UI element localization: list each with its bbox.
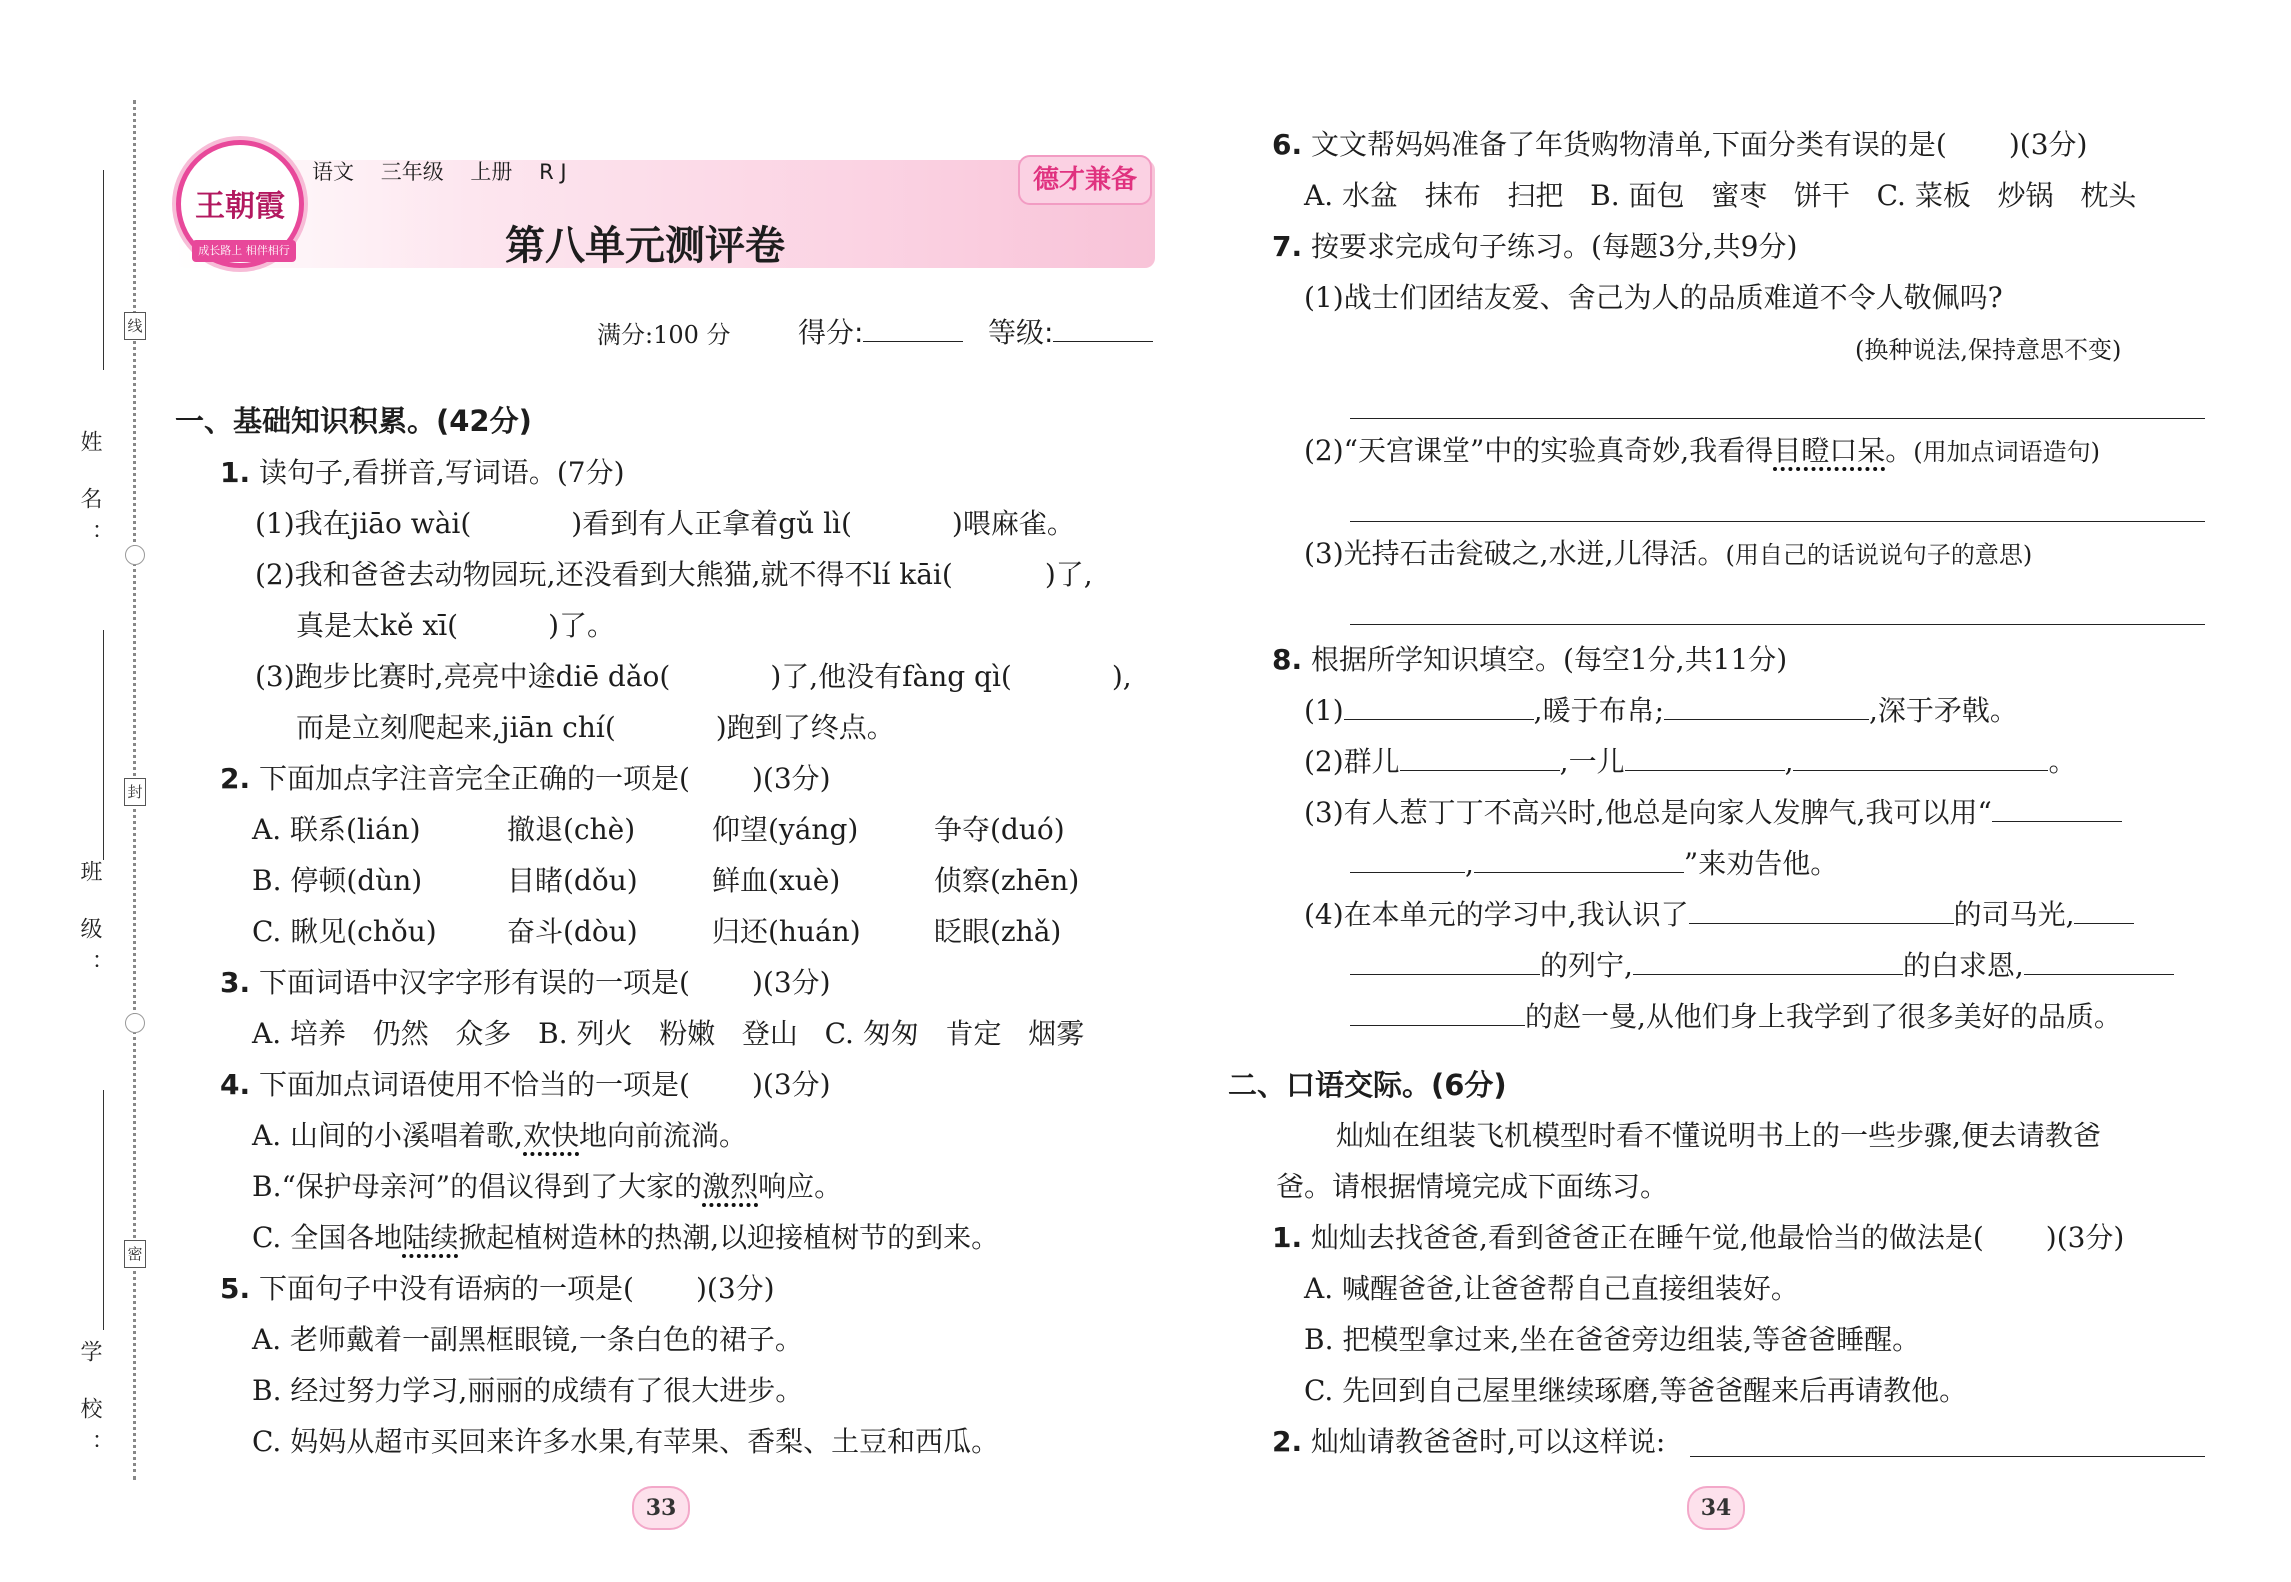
q5-option-b: B. 经过努力学习,丽丽的成绩有了很大进步。 — [252, 1374, 804, 1407]
grade-field — [988, 314, 1153, 352]
q8-blank[interactable] — [1344, 693, 1534, 720]
section-2-heading: 二、口语交际。(6分) — [1228, 1068, 1507, 1102]
q8-l2-text: , — [1784, 745, 1794, 778]
q7-stem — [1272, 228, 1797, 266]
q1-line-2 — [255, 556, 1093, 594]
q4-option-b — [252, 1168, 842, 1206]
q1-l1-text: (1)我在jiāo wài( — [255, 507, 472, 540]
q8-number: 8. — [1272, 643, 1303, 676]
q1-l3-text: 真是太kě xī( — [296, 609, 459, 642]
q2-stem — [220, 760, 831, 798]
q3-options: A. 培养 仍然 众多 B. 列火 粉嫩 登山 C. 匆匆 肯定 烟雾 — [252, 1017, 1085, 1050]
q8-blank[interactable] — [1350, 999, 1525, 1026]
page-number-left: 33 — [632, 1486, 690, 1530]
q1-l1-text: )喂麻雀。 — [951, 507, 1075, 540]
page-number-right: 34 — [1687, 1486, 1745, 1530]
q6-text: 文文帮妈妈准备了年货购物清单,下面分类有误的是( — [1311, 128, 1947, 161]
q8-l5-text: 的司马光, — [1953, 898, 2075, 931]
q7-number: 7. — [1272, 230, 1303, 263]
q2-option-c — [252, 913, 1061, 951]
q2-option-a — [252, 811, 1065, 849]
oral-q2-text: 灿灿请教爸爸时,可以这样说: — [1311, 1425, 1666, 1458]
section-1-heading: 一、基础知识积累。(42分) — [175, 404, 532, 438]
q8-blank[interactable] — [1350, 846, 1465, 873]
q2-c-2: 奋斗(dòu) — [507, 915, 638, 948]
q6-number: 6. — [1272, 128, 1303, 161]
q1-l4-text: )了,他没有fàng qì( — [770, 660, 1012, 693]
q2-b-4: 侦察(zhēn) — [934, 864, 1080, 897]
q8-l1-text: (1) — [1304, 694, 1344, 727]
oral-intro-1: 灿灿在组装飞机模型时看不懂说明书上的一些步骤,便去请教爸 — [1336, 1119, 2101, 1152]
q8-l4-text: ”来劝告他。 — [1683, 847, 1839, 880]
q8-stem — [1272, 641, 1787, 679]
oral-q2-stem — [1272, 1423, 1665, 1461]
binding-hole-icon — [125, 1013, 145, 1033]
q7-s1-instruction: (换种说法,保持意思不变) — [1855, 336, 2122, 364]
q1-l5-text: 而是立刻爬起来,jiān chí( — [296, 711, 616, 744]
q8-blank[interactable] — [1350, 948, 1540, 975]
class-write-line — [103, 630, 104, 860]
school-label: 学 校： — [77, 1340, 102, 1469]
oral-q1-text: 灿灿去找爸爸,看到爸爸正在睡午觉,他最恰当的做法是( — [1311, 1221, 1984, 1254]
q8-l3-text: (3)有人惹丁丁不高兴时,他总是向家人发脾气,我可以用“ — [1304, 796, 1992, 829]
q2-text: 下面加点字注音完全正确的一项是( — [259, 762, 690, 795]
q2-option-b — [252, 862, 1079, 900]
grade-blank[interactable] — [1053, 315, 1153, 342]
q8-l4-text: , — [1465, 847, 1474, 880]
binding-hole-icon — [125, 545, 145, 565]
q7-s2-text: 。 — [1885, 434, 1914, 467]
q5-score: )(3分) — [695, 1272, 775, 1305]
q8-l6-text: 的列宁, — [1540, 949, 1633, 982]
page-title: 第八单元测评卷 — [505, 223, 785, 269]
q7-s2-instruction: (用加点词语造句) — [1913, 438, 2100, 466]
q4-b-text: B.“保护母亲河”的倡议得到了大家的 — [252, 1170, 703, 1203]
seal-mi-box: 密 — [124, 1240, 146, 1268]
q1-line-4 — [255, 658, 1132, 696]
grade-label: 等级: — [988, 316, 1054, 349]
q8-line-3 — [1304, 794, 2122, 832]
q7-sentence-3 — [1304, 535, 2032, 574]
oral-q2-answer-line[interactable] — [1690, 1456, 2205, 1457]
q2-c-1: C. 瞅见(chǒu) — [252, 915, 437, 948]
q1-line-5 — [296, 709, 895, 747]
q3-text: 下面词语中汉字字形有误的一项是( — [259, 966, 690, 999]
q5-stem — [220, 1270, 775, 1308]
q8-line-1 — [1304, 692, 2018, 730]
q8-line-2 — [1304, 743, 2077, 781]
q8-blank[interactable] — [1793, 744, 2048, 771]
oral-q1-score: )(3分) — [2045, 1221, 2125, 1254]
q2-b-2: 目睹(dǒu) — [507, 864, 638, 897]
q7-sentence-1: (1)战士们团结友爱、舍己为人的品质难道不令人敬佩吗? — [1304, 281, 2003, 314]
q1-l2-text: (2)我和爸爸去动物园玩,还没看到大熊猫,就不得不lí kāi( — [255, 558, 953, 591]
oral-q1-option-c: C. 先回到自己屋里继续琢磨,等爸爸醒来后再请教他。 — [1304, 1374, 1968, 1407]
q4-number: 4. — [220, 1068, 251, 1101]
q3-stem — [220, 964, 831, 1002]
q5-option-c: C. 妈妈从超市买回来许多水果,有苹果、香梨、土豆和西瓜。 — [252, 1425, 1000, 1458]
q2-a-1: A. 联系(lián) — [252, 813, 421, 846]
seal-feng-box: 封 — [124, 778, 146, 806]
q8-blank[interactable] — [1625, 744, 1785, 771]
oral-q2-number: 2. — [1272, 1425, 1303, 1458]
q4-c-dotted: 陆续 — [402, 1221, 458, 1258]
q1-l1-text: )看到有人正拿着gǔ lì( — [571, 507, 852, 540]
q2-a-3: 仰望(yáng) — [712, 813, 859, 846]
q5-text: 下面句子中没有语病的一项是( — [259, 1272, 634, 1305]
oral-q1-stem — [1272, 1219, 2124, 1257]
q8-line-5 — [1304, 896, 2134, 934]
q2-number: 2. — [220, 762, 251, 795]
q4-stem — [220, 1066, 831, 1104]
q4-option-a — [252, 1117, 747, 1155]
q4-score: )(3分) — [751, 1068, 831, 1101]
q1-text: 读句子,看拼音,写词语。(7分) — [259, 456, 625, 489]
oral-q1-number: 1. — [1272, 1221, 1303, 1254]
q8-blank[interactable] — [2074, 897, 2134, 924]
q8-blank[interactable] — [1400, 744, 1560, 771]
q8-blank[interactable] — [1633, 948, 1903, 975]
q2-b-1: B. 停顿(dùn) — [252, 864, 423, 897]
q1-stem — [220, 454, 625, 492]
score-blank[interactable] — [863, 315, 963, 342]
q8-blank[interactable] — [1992, 795, 2122, 822]
score-label: 得分: — [798, 316, 864, 349]
full-score: 满分:100 分 — [597, 321, 731, 349]
logo-slogan: 成长路上 相伴相行 — [192, 240, 296, 262]
q2-a-4: 争夺(duó) — [934, 813, 1065, 846]
oral-q1-option-b: B. 把模型拿过来,坐在爸爸旁边组装,等爸爸睡醒。 — [1304, 1323, 1921, 1356]
q1-line-3 — [296, 607, 615, 645]
school-write-line — [103, 1090, 104, 1330]
q4-a-text: 地向前流淌。 — [578, 1119, 747, 1152]
q1-l2-text: )了, — [1044, 558, 1093, 591]
q7-s3-instruction: (用自己的话说说句子的意思) — [1725, 541, 2033, 569]
q8-l2-text: 。 — [2048, 745, 2077, 778]
q8-line-4 — [1350, 845, 1838, 883]
q1-l5-text: )跑到了终点。 — [715, 711, 895, 744]
header-meta — [312, 156, 567, 186]
q4-option-c — [252, 1219, 999, 1257]
q5-option-a: A. 老师戴着一副黑框眼镜,一条白色的裙子。 — [252, 1323, 803, 1356]
header-badge: 德才兼备 — [1018, 155, 1152, 205]
q4-b-text: 响应。 — [758, 1170, 843, 1203]
q7-sentence-2 — [1304, 432, 2100, 471]
oral-intro-2: 爸。请根据情境完成下面练习。 — [1276, 1170, 1669, 1203]
q8-l6-text: 的白求恩, — [1902, 949, 2024, 982]
q8-l1-text: ,深于矛戟。 — [1869, 694, 2018, 727]
q8-line-7 — [1350, 998, 2122, 1036]
q7-s2-answer-line[interactable] — [1350, 521, 2205, 522]
q3-score: )(3分) — [751, 966, 831, 999]
q1-number: 1. — [220, 456, 251, 489]
q1-l4-text: (3)跑步比赛时,亮亮中途diē dǎo( — [255, 660, 671, 693]
q1-line-1 — [255, 505, 1075, 543]
q3-number: 3. — [220, 966, 251, 999]
q8-blank[interactable] — [1664, 693, 1869, 720]
name-write-line — [103, 170, 104, 370]
q8-blank[interactable] — [2024, 948, 2174, 975]
q2-a-2: 撤退(chè) — [507, 813, 636, 846]
q8-l7-text: 的赵一曼,从他们身上我学到了很多美好的品质。 — [1525, 1000, 2122, 1033]
q7-text: 按要求完成句子练习。(每题3分,共9分) — [1311, 230, 1798, 263]
meta-edition: R J — [539, 160, 567, 184]
q8-blank[interactable] — [1689, 897, 1954, 924]
q1-l3-text: )了。 — [548, 609, 616, 642]
meta-grade: 三年级 — [380, 160, 444, 184]
q8-l2-text: ,一儿 — [1559, 745, 1625, 778]
score-field — [798, 314, 963, 352]
q6-score: )(3分) — [2008, 128, 2088, 161]
q2-b-3: 鲜血(xuè) — [712, 864, 841, 897]
logo-text: 王朝霞 — [195, 189, 285, 224]
q4-c-text: 掀起植树造林的热潮,以迎接植树节的到来。 — [458, 1221, 1000, 1254]
q7-s2-dotted: 目瞪口呆 — [1773, 434, 1885, 471]
q4-b-dotted: 激烈 — [702, 1170, 758, 1207]
q5-number: 5. — [220, 1272, 251, 1305]
q2-c-3: 归还(huán) — [712, 915, 861, 948]
oral-q1-option-a: A. 喊醒爸爸,让爸爸帮自己直接组装好。 — [1304, 1272, 1799, 1305]
q8-l5-text: (4)在本单元的学习中,我认识了 — [1304, 898, 1689, 931]
q4-text: 下面加点词语使用不恰当的一项是( — [259, 1068, 690, 1101]
seal-line-box: 线 — [124, 312, 146, 340]
q6-options: A. 水盆 抹布 扫把 B. 面包 蜜枣 饼干 C. 菜板 炒锅 枕头 — [1304, 179, 2137, 212]
q8-text: 根据所学知识填空。(每空1分,共11分) — [1311, 643, 1788, 676]
q7-s3-text: (3)光持石击瓮破之,水迸,儿得活。 — [1304, 537, 1726, 570]
name-label: 姓 名： — [77, 430, 102, 559]
q2-score: )(3分) — [751, 762, 831, 795]
q8-blank[interactable] — [1474, 846, 1684, 873]
q1-l4-text: ), — [1111, 660, 1132, 693]
meta-subject: 语文 — [312, 160, 354, 184]
q7-s1-answer-line[interactable] — [1350, 418, 2205, 419]
meta-volume: 上册 — [470, 160, 513, 184]
q4-a-text: A. 山间的小溪唱着歌, — [252, 1119, 523, 1152]
q8-l1-text: ,暖于布帛; — [1533, 694, 1665, 727]
class-label: 班 级： — [77, 860, 102, 989]
q4-c-text: C. 全国各地 — [252, 1221, 403, 1254]
q8-line-6 — [1350, 947, 2174, 985]
q6-stem — [1272, 126, 2087, 164]
q4-a-dotted: 欢快 — [523, 1119, 579, 1156]
q7-s3-answer-line[interactable] — [1350, 624, 2205, 625]
q8-l2-text: (2)群儿 — [1304, 745, 1400, 778]
q7-s2-text: (2)“天宫课堂”中的实验真奇妙,我看得 — [1304, 434, 1774, 467]
q2-c-4: 眨眼(zhǎ) — [934, 915, 1062, 948]
